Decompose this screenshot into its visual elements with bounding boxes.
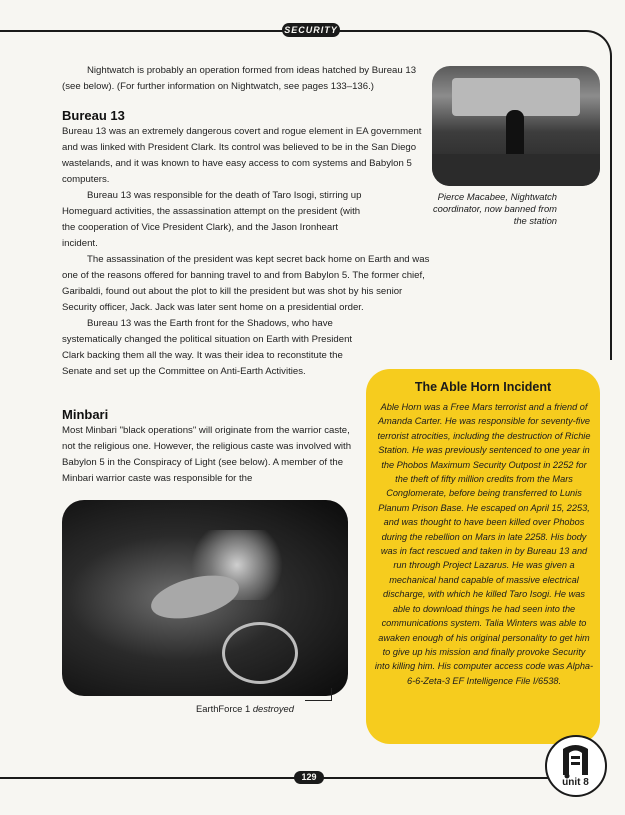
photo-ring-shape: [222, 622, 298, 684]
caption-italic: destroyed: [252, 703, 294, 714]
page-number: 129: [294, 771, 324, 784]
nightwatch-photo-caption: Pierce Macabee, Nightwatch coordinator, now banned from the station: [432, 191, 557, 226]
minbari-heading: Minbari: [62, 407, 109, 422]
bureau13-paragraph-4: Bureau 13 was the Earth front for the Shadows, who have systematically changed the political situation on Earth with President Clark backing them all the way. It was their idea to reconstitute the Senate and set up the Committee on Anti-Earth Activities.: [62, 318, 353, 377]
sidebar-text: Able Horn was a Free Mars terrorist and a friend of Amanda Carter. He was responsible for seventy-five terrorist atrocities, including the destruction of Richie Station. He was previously sentenced to one year in the Phobos Maximum Security Outpost in 2252 for the theft of fifty million credits from the Mars Conglomerate, before being transferred to Lunis Planum Prison Base. He escaped on April 15, 2253, and was thought to have been killed over Phobos during the rebellion on Mars in late 2258. His body was in fact rescued and taken in by Bureau 13 and run through Project Lazarus. He was given a mechanical hand capable of massive electrical discharge, with which he killed Taro Isogi. He was able to download things he had seen into the communications system. Talia Winters was able to awaken enough of his original personality to get him to give up his mission and finally provoke Security into killing him. His computer access code was Alpha-6-6-Zeta-3 EF Intelligence File I/6538.: [374, 402, 594, 686]
unit-label: unit 8: [562, 777, 589, 788]
intro-paragraph: [62, 63, 434, 95]
earthforce-photo-caption: [196, 703, 356, 715]
bureau13-paragraph-3: The assassination of the president was kept secret back home on Earth and was one of the reasons offered for banning travel to and from Babylon 5. The former chief, Garibaldi, found out about the plot to kill the president but was shot by his senior Security officer, Jack. Jack was later sent home on a presidential order.: [62, 254, 430, 313]
intro-text: Nightwatch is probably an operation formed from ideas hatched by Bureau 13 (see below). (For further information on Nightwatch, see pages 133–136.): [62, 65, 417, 92]
minbari-paragraph: Most Minbari "black operations" will originate from the warrior caste, not the religious one. However, the religious caste was involved with Babylon 5 in the Conspiracy of Light (see below). A member of the Minbari warrior caste was responsible for the: [62, 425, 352, 484]
caption-leader-line: [305, 688, 332, 701]
sidebar-title: The Able Horn Incident: [414, 380, 552, 394]
nightwatch-photo: [432, 66, 600, 186]
photo-crowd-shape: [432, 154, 600, 186]
bureau13-heading: Bureau 13: [62, 108, 125, 123]
bureau13-body-lower: [62, 252, 430, 380]
unit-badge: [545, 735, 607, 797]
bureau13-body-upper: [62, 124, 424, 252]
section-header-badge: SECURITY: [282, 23, 340, 37]
earthforce-photo: [62, 500, 348, 696]
bureau13-paragraph-1: Bureau 13 was an extremely dangerous covert and rogue element in EA government and was linked with President Clark. Its control was believed to be in the San Diego wastelands, and it was known to have easy access to com systems and Babylon 5 computers.: [62, 126, 422, 185]
bureau13-paragraph-2: Bureau 13 was responsible for the death of Taro Isogi, stirring up Homeguard activities, the assassination attempt on the president (with the cooperation of Vice President Clark), and the Jason Ironheart incident.: [62, 190, 362, 249]
minbari-body: [62, 423, 357, 487]
gate-icon: [547, 739, 604, 779]
caption-plain: EarthForce 1: [196, 703, 251, 714]
able-horn-sidebar: [366, 369, 600, 744]
